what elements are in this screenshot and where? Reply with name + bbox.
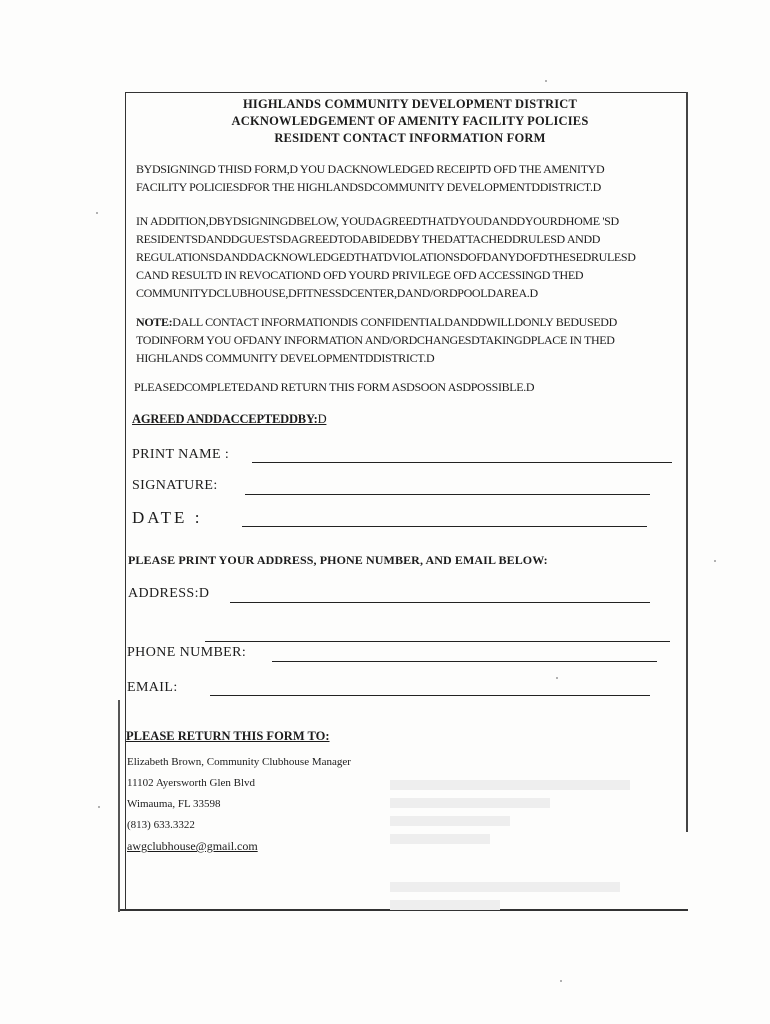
scan-speck: [98, 806, 100, 808]
paragraph-receipt: BYDSIGNINGD THISD FORM,D YOU DACKNOWLEDGED RECEIPTD OFD THE AMENITYD FACILITY POLICIESDFOR THE HIGHLANDSDCOMMUNITY DEVELOPMENTDDISTRICT.D: [136, 162, 605, 194]
scan-speck: [545, 80, 547, 82]
header-acknowledgement: ACKNOWLEDGEMENT OF AMENITY FACILITY POLICIES: [231, 114, 589, 128]
scan-speck: [96, 212, 98, 214]
contact-street: 11102 Ayersworth Glen Blvd: [127, 777, 256, 789]
contact-phone: (813) 633.3322: [127, 819, 195, 831]
signature-label: SIGNATURE:: [132, 478, 218, 493]
contact-city: Wimauma, FL 33598: [127, 798, 221, 810]
address-label: ADDRESS:D: [128, 586, 210, 601]
scan-speck: [714, 560, 716, 562]
print-name-label: PRINT NAME :: [132, 447, 230, 462]
signature-line[interactable]: [245, 494, 650, 495]
contact-name: Elizabeth Brown, Community Clubhouse Manager: [127, 756, 351, 768]
agreed-accepted-heading: AGREED ANDDACCEPTEDDBY:D: [132, 412, 327, 426]
paragraph-please-complete: PLEASEDCOMPLETEDAND RETURN THIS FORM ASDSOON ASDPOSSIBLE.D: [134, 380, 535, 394]
paragraph-agreement: IN ADDITION,DBYDSIGNINGDBELOW, YOUDAGREEDTHATDYOUDANDDYOURDHOME 'SD RESIDENTSDANDDGUESTSDAGREEDTODABIDEDBY THEDATTACHEDDRULESD ANDD REGULATIONSDANDDACKNOWLEDGEDTHATDVIOLATIONSDOFDANYDOFDTHESEDRULESD CAND RESULTD IN REVOCATIOND OFD YOURD PRIVILEGE OFD ACCESSINGD THED COMMUNITYDCLUBHOUSE,DFITNESSDCENTER,DAND/ORDPOOLDAREA.D: [136, 214, 636, 300]
return-contact-block: [127, 752, 351, 857]
scan-speck: [560, 980, 562, 982]
form-border-left-extension: [118, 700, 120, 912]
form-border-right: [686, 92, 688, 832]
header-form-title: RESIDENT CONTACT INFORMATION FORM: [274, 131, 546, 145]
scan-speck: [556, 677, 558, 679]
phone-label: PHONE NUMBER:: [127, 645, 247, 660]
print-name-line[interactable]: [252, 462, 672, 463]
contact-email: awgclubhouse@gmail.com: [127, 839, 258, 853]
address-line-1[interactable]: [230, 602, 650, 603]
paragraph-note: NOTE:DALL CONTACT INFORMATIONDIS CONFIDENTIALDANDDWILLDONLY BEDUSEDD TODINFORM YOU OFDANY INFORMATION AND/ORDCHANGESDTAKINGDPLACE IN THED HIGHLANDS COMMUNITY DEVELOPMENTDDISTRICT.D: [136, 315, 617, 365]
date-line[interactable]: [242, 526, 647, 527]
email-label: EMAIL:: [127, 680, 178, 695]
email-line[interactable]: [210, 695, 650, 696]
header-district: HIGHLANDS COMMUNITY DEVELOPMENT DISTRICT: [242, 97, 578, 111]
note-label: NOTE:: [136, 315, 173, 329]
phone-line[interactable]: [272, 661, 657, 662]
address-instructions: PLEASE PRINT YOUR ADDRESS, PHONE NUMBER, AND EMAIL BELOW:: [128, 553, 548, 567]
return-heading: PLEASE RETURN THIS FORM TO:: [126, 729, 330, 743]
address-line-2[interactable]: [205, 641, 670, 642]
bleed-through-text: [390, 780, 650, 918]
date-label: DATE :: [132, 508, 203, 527]
form-header: [130, 96, 690, 147]
